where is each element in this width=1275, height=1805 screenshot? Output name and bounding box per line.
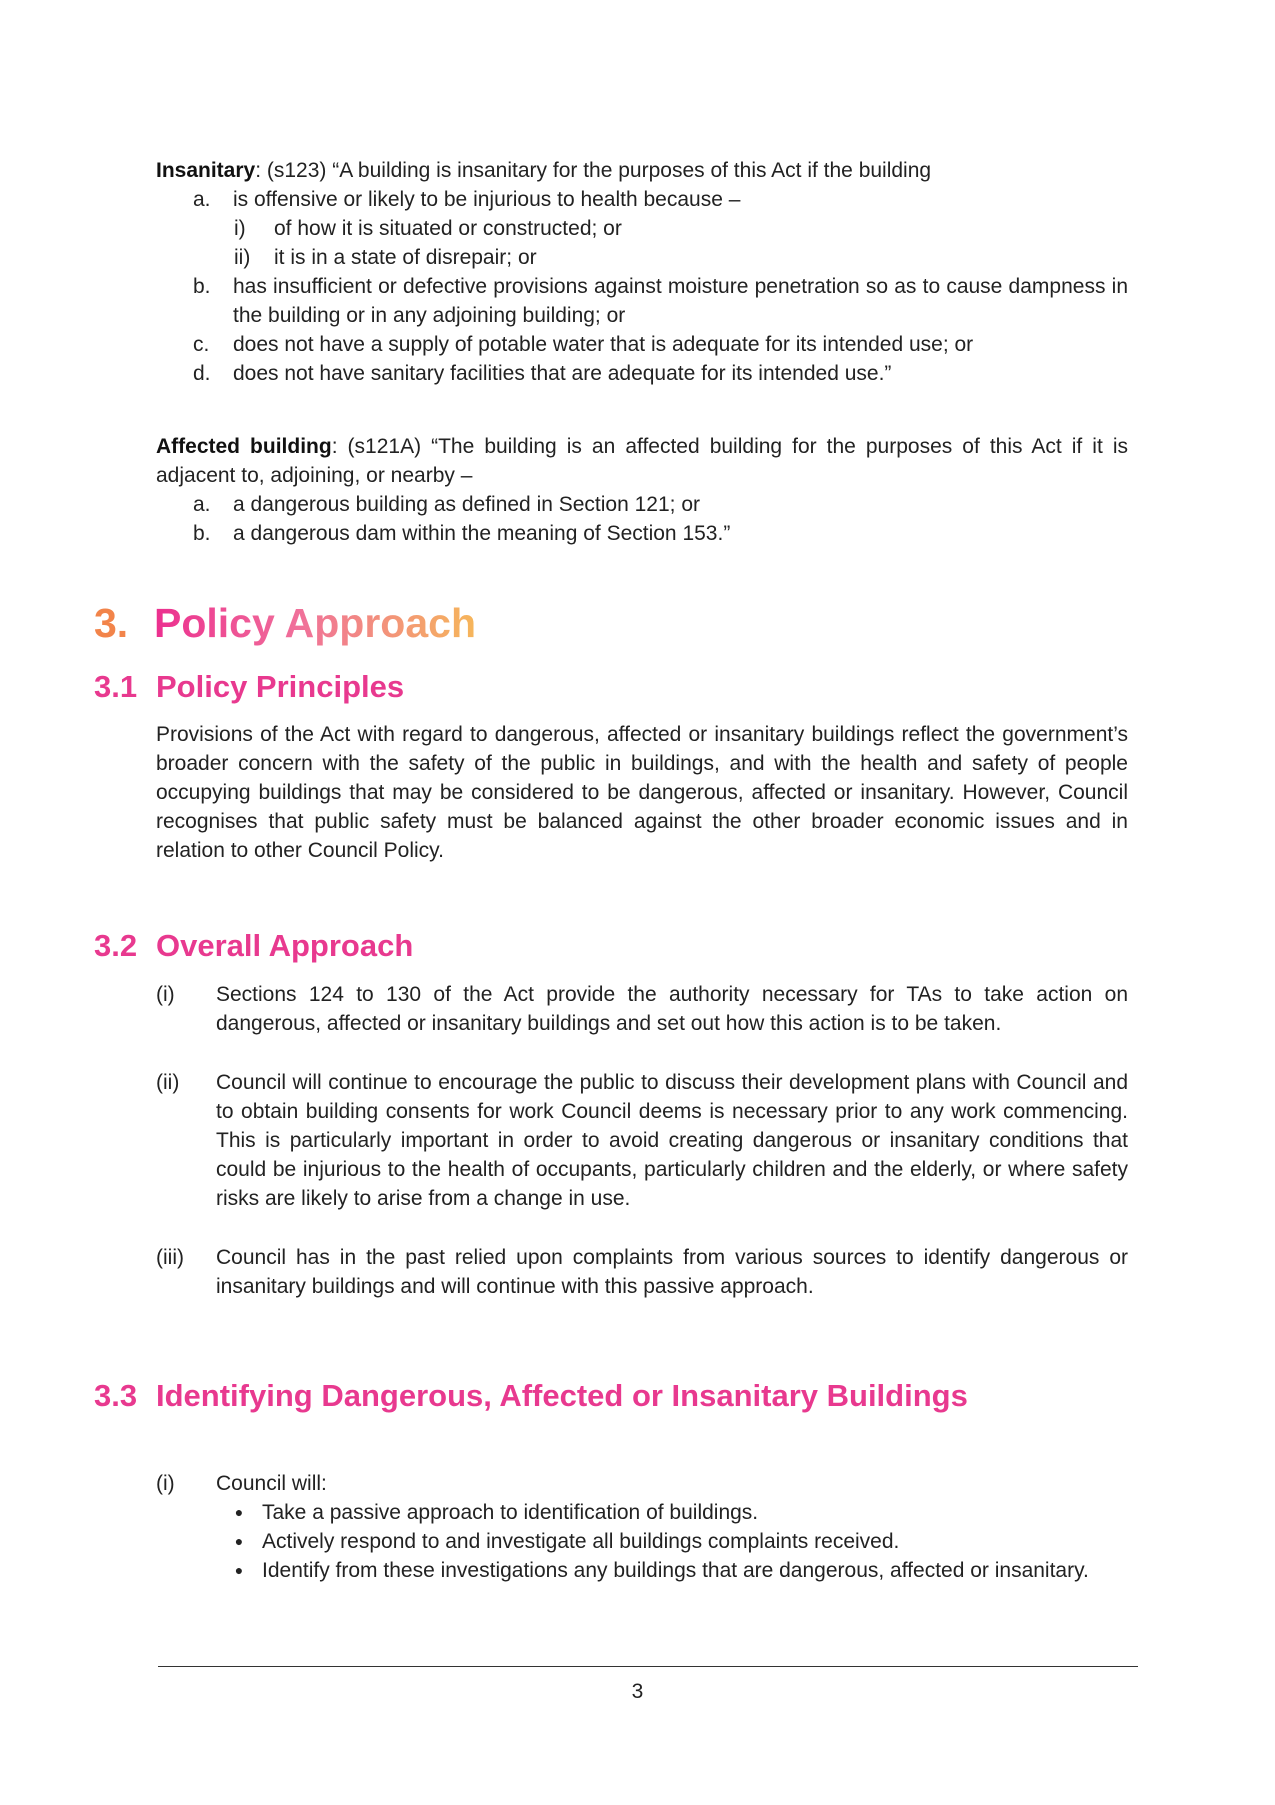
overall-approach-item: (iii) Council has in the past relied upon complaints from various sources to identify dangerous or insanitary buildings and will continue with this passive approach. — [156, 1246, 1128, 1298]
section-heading: 3. Policy Approach — [94, 600, 476, 646]
list-item: b. has insufficient or defective provisions against moisture penetration so as to cause dampness in the building or in any adjoining building; or — [193, 275, 1128, 327]
subsection-heading-3-1: 3.1 Policy Principles — [94, 669, 405, 704]
bullet-icon: ● — [234, 1562, 244, 1578]
page-number: 3 — [631, 1680, 644, 1703]
bullet-icon: ● — [234, 1504, 244, 1520]
overall-approach-item: (i) Sections 124 to 130 of the Act provide the authority necessary for TAs to take action on dangerous, affected or insanitary buildings and set out how this action is to be taken. — [156, 983, 1128, 1035]
insanitary-definition — [156, 156, 1128, 388]
footer-divider — [158, 1666, 1138, 1667]
subsection-heading-3-2: 3.2 Overall Approach — [94, 928, 414, 963]
bullet-list — [216, 1498, 1128, 1585]
insanitary-term: Insanitary — [156, 159, 256, 182]
insanitary-intro: Insanitary: (s123) “A building is insanitary for the purposes of this Act if the building — [156, 159, 932, 182]
list-item: d. does not have sanitary facilities that are adequate for its intended use.” — [193, 362, 892, 385]
list-item: b. a dangerous dam within the meaning of Section 153.” — [193, 522, 731, 545]
bullet-item: ● Actively respond to and investigate all buildings complaints received. — [216, 1527, 1128, 1556]
bullet-item: ● Identify from these investigations any buildings that are dangerous, affected or insanitary. — [216, 1556, 1128, 1585]
policy-principles-body: Provisions of the Act with regard to dangerous, affected or insanitary buildings reflect the government’s broader concern with the safety of the public in buildings, and with the health and safety of people occupying buildings that may be considered to be dangerous, affected or insanitary. However, Council recognises that public safety must be balanced against the other broader economic issues and in relation to other Council Policy. — [156, 723, 1128, 862]
overall-approach-item: (ii) Council will continue to encourage the public to discuss their development plans with Council and to obtain building consents for work Council deems is necessary prior to any work commencing. This is particularly important in order to avoid creating dangerous or insanitary conditions that could be injurious to the health of occupants, particularly children and the elderly, or where safety risks are likely to arise from a change in use. — [156, 1071, 1128, 1210]
affected-term: Affected building — [156, 435, 332, 458]
list-item: a. a dangerous building as defined in Section 121; or — [193, 493, 701, 516]
bullet-icon: ● — [234, 1533, 244, 1549]
sub-list-item: ii) it is in a state of disrepair; or — [234, 246, 537, 269]
list-item: a. is offensive or likely to be injurious to health because – — [193, 188, 741, 211]
identifying-buildings-list: (i) Council will: ● Take a passive approach to identification of buildings. ● Actively respond to and investigate all buildings complaints received. ● Identify from these investigations any buildings that are dangerous, affected or insanitary. — [156, 1469, 1128, 1585]
sub-list-item: i) of how it is situated or constructed; or — [234, 217, 622, 240]
subsection-heading-3-3: 3.3 Identifying Dangerous, Affected or Insanitary Buildings — [94, 1378, 968, 1413]
bullet-item: ● Take a passive approach to identification of buildings. — [216, 1498, 1128, 1527]
list-item: c. does not have a supply of potable water that is adequate for its intended use; or — [193, 333, 974, 356]
affected-intro: Affected building: (s121A) “The building is an affected building for the purposes of this Act if it is adjacent to, adjoining, or nearby – — [156, 435, 1128, 487]
affected-building-definition — [156, 432, 1128, 548]
